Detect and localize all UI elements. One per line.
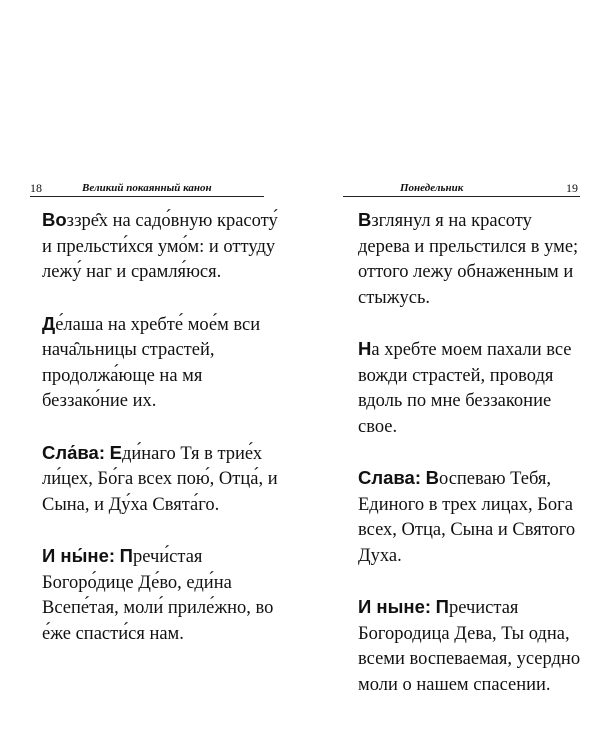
left-page-header bbox=[30, 181, 266, 197]
paragraph bbox=[42, 543, 287, 647]
paragraph bbox=[42, 207, 287, 286]
paragraph-text: ззре̑х на садо́вную красоту́ и прельсти́хся умо́м: и оттуду лежу́ наг и срамля́юся. bbox=[42, 211, 278, 282]
running-title: Понедельник bbox=[400, 182, 464, 194]
paragraph-label: Слава: bbox=[358, 467, 421, 488]
paragraph-text: а хребте моем пахали все вожди страстей, проводя вдоль по мне беззаконие свое. bbox=[358, 340, 572, 437]
paragraph-label: Сла́ва: bbox=[42, 441, 105, 463]
paragraph-text: ди́наго Тя в трие́х ли́цех, Бо́га всех пою́, Отца́, и Сына, и Ду́ха Свята́го. bbox=[42, 443, 278, 515]
page-number: 19 bbox=[566, 181, 578, 195]
paragraph-text: оспеваю Тебя, Единого в трех лицах, Бога всех, Отца, Сына и Святого Духа. bbox=[358, 469, 576, 566]
right-page-header bbox=[348, 181, 578, 197]
paragraph bbox=[358, 594, 588, 698]
running-title: Великий покаянный канон bbox=[82, 182, 212, 194]
paragraph bbox=[358, 336, 588, 440]
paragraph-initial: Е bbox=[109, 441, 122, 463]
paragraph-initial: Н bbox=[358, 338, 372, 359]
paragraph-initial: В bbox=[358, 209, 372, 230]
header-rule bbox=[30, 196, 264, 197]
paragraph-text: речи́стая Богоро́дице Де́во, еди́на Всепе́тая, моли́ приле́жно, во е́же спасти́ся нам. bbox=[42, 547, 274, 644]
paragraph-initial: Во bbox=[42, 209, 67, 230]
paragraph-text: е́лаша на хребте́ мое́м вси нача̑льницы страстей, продолжа́юще на мя беззако́ние их. bbox=[42, 314, 261, 411]
paragraph-text: речистая Богородица Дева, Ты одна, всеми воспеваемая, усердно моли о нашем спасении. bbox=[358, 598, 581, 695]
paragraph bbox=[42, 440, 287, 519]
header-rule bbox=[343, 196, 580, 197]
paragraph bbox=[358, 465, 588, 569]
paragraph-initial: П bbox=[435, 596, 449, 617]
left-page-text bbox=[42, 207, 287, 672]
paragraph-initial: Д bbox=[42, 312, 56, 334]
right-page bbox=[300, 0, 600, 750]
page-number: 18 bbox=[30, 181, 42, 195]
paragraph-initial: В bbox=[425, 467, 439, 488]
paragraph-initial: П bbox=[119, 545, 133, 566]
paragraph-text: зглянул я на красоту дерева и прельстился в уме; оттого лежу обнаженным и стыжусь. bbox=[358, 211, 579, 308]
paragraph bbox=[42, 311, 287, 415]
paragraph-label: И ны́не: bbox=[42, 545, 116, 566]
paragraph-label: И ныне: bbox=[358, 596, 432, 617]
paragraph bbox=[358, 207, 588, 311]
right-page-text bbox=[358, 207, 588, 723]
